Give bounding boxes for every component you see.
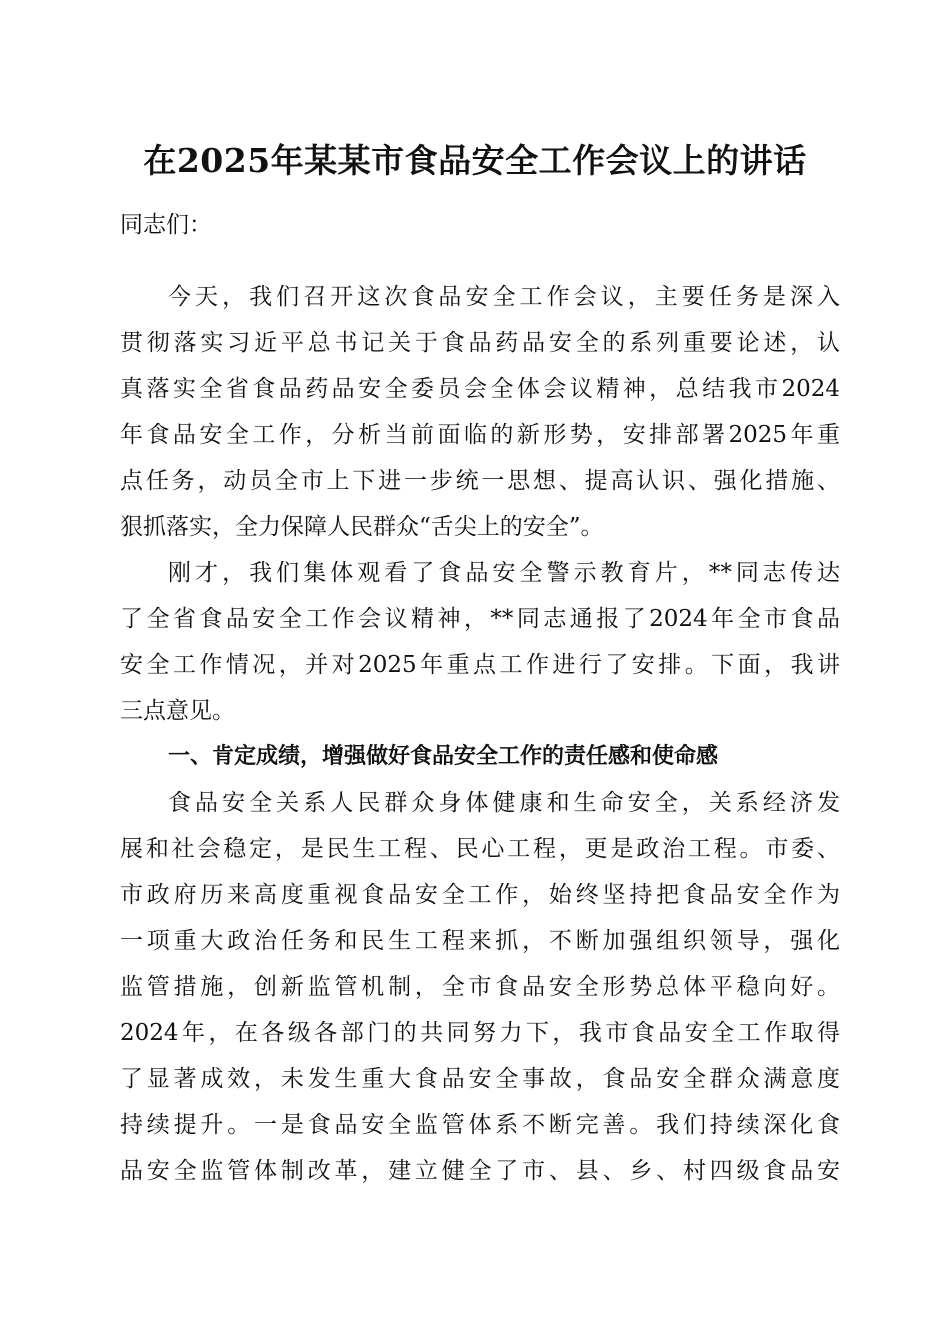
paragraph-line: 持续提升。一是食品安全监管体系不断完善。我们持续深化食 bbox=[120, 1112, 840, 1138]
paragraph-line: 市政府历来高度重视食品安全工作，始终坚持把食品安全作为 bbox=[120, 882, 840, 908]
paragraph-line: 狠抓落实，全力保障人民群众“舌尖上的安全”。 bbox=[120, 514, 604, 540]
paragraph-line: 品安全监管体制改革，建立健全了市、县、乡、村四级食品安 bbox=[120, 1158, 840, 1184]
paragraph-line: 点任务，动员全市上下进一步统一思想、提高认识、强化措施、 bbox=[120, 468, 840, 494]
paragraph-line: 食品安全关系人民群众身体健康和生命安全，关系经济发 bbox=[168, 790, 840, 816]
paragraph-line: 安全工作情况，并对2025年重点工作进行了安排。下面，我讲 bbox=[120, 652, 840, 678]
section-heading: 一、肯定成绩，增强做好食品安全工作的责任感和使命感 bbox=[168, 744, 719, 769]
paragraph-line: 监管措施，创新监管机制，全市食品安全形势总体平稳向好。 bbox=[120, 974, 840, 1000]
paragraph-line: 今天，我们召开这次食品安全工作会议，主要任务是深入 bbox=[168, 284, 840, 310]
paragraph-line: 了全省食品安全工作会议精神，**同志通报了2024年全市食品 bbox=[120, 606, 840, 632]
document-title: 在2025年某某市食品安全工作会议上的讲话 bbox=[143, 141, 807, 180]
paragraph-line: 贯彻落实习近平总书记关于食品药品安全的系列重要论述，认 bbox=[120, 330, 840, 356]
paragraph-line: 展和社会稳定，是民生工程、民心工程，更是政治工程。市委、 bbox=[120, 836, 840, 862]
paragraph-line: 真落实全省食品药品安全委员会全体会议精神，总结我市2024 bbox=[120, 376, 840, 402]
salutation: 同志们： bbox=[120, 212, 212, 238]
paragraph-line: 刚才，我们集体观看了食品安全警示教育片，**同志传达 bbox=[168, 560, 840, 586]
paragraph-line: 三点意见。 bbox=[120, 698, 235, 724]
paragraph-line: 了显著成效，未发生重大食品安全事故，食品安全群众满意度 bbox=[120, 1066, 840, 1092]
paragraph-line: 2024年，在各级各部门的共同努力下，我市食品安全工作取得 bbox=[120, 1020, 840, 1046]
paragraph-line: 一项重大政治任务和民生工程来抓，不断加强组织领导，强化 bbox=[120, 928, 840, 954]
paragraph-line: 年食品安全工作，分析当前面临的新形势，安排部署2025年重 bbox=[120, 422, 840, 448]
